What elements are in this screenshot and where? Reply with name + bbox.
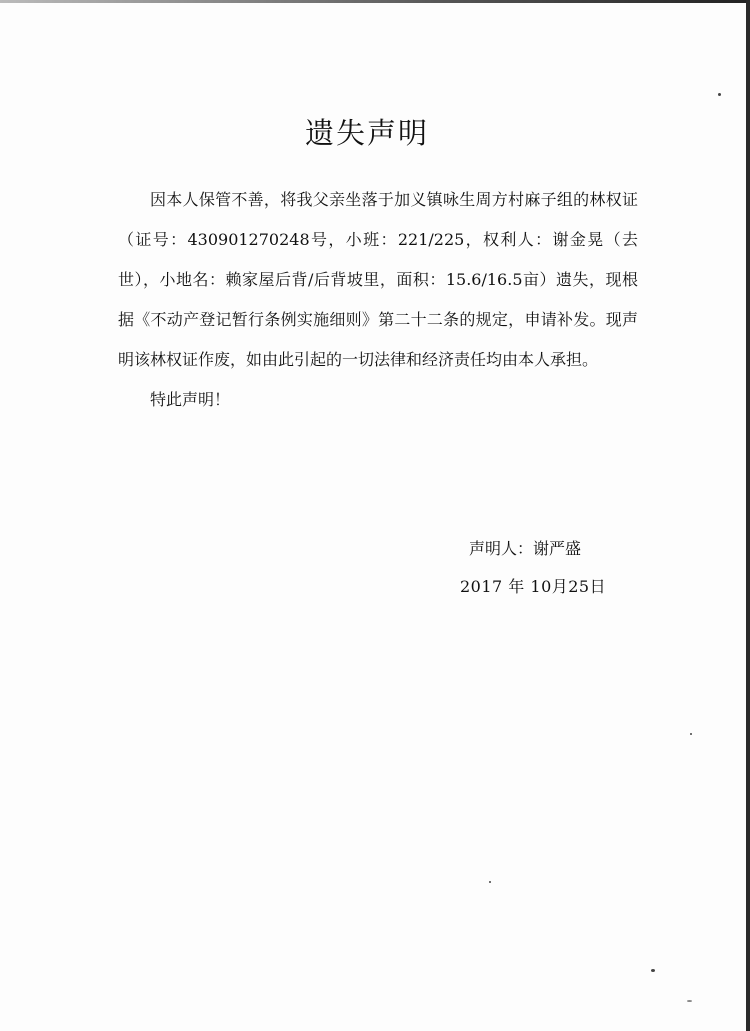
closing-line: 特此声明！ [150, 390, 231, 409]
scan-speck [651, 969, 655, 972]
declarant-signature: 声明人：谢严盛 [469, 539, 582, 558]
statement-paragraph: 因本人保管不善，将我父亲坐落于加义镇咏生周方村麻子组的林权证（证号：430901270248号，小班：221/225，权利人：谢金晃（去世），小地名：赖家屋后背/后背坡里，面积：15.6/16.5亩）遗失，现根据《不动产登记暂行条例实施细则》第二十二条的规定，申请补发。现声明该林权证作废，如由此引起的一切法律和经济责任均由本人承担。 [118, 190, 638, 369]
statement-date: 2017 年 10月25日 [460, 577, 607, 596]
scan-speck [690, 733, 692, 735]
document-title: 遗失声明 [304, 116, 429, 151]
scan-speck [687, 1000, 692, 1002]
scan-edge-right [746, 0, 750, 1031]
scan-speck [489, 881, 491, 883]
scan-edge-top [0, 0, 750, 3]
statement-body [118, 180, 638, 420]
scan-speck [718, 93, 721, 96]
